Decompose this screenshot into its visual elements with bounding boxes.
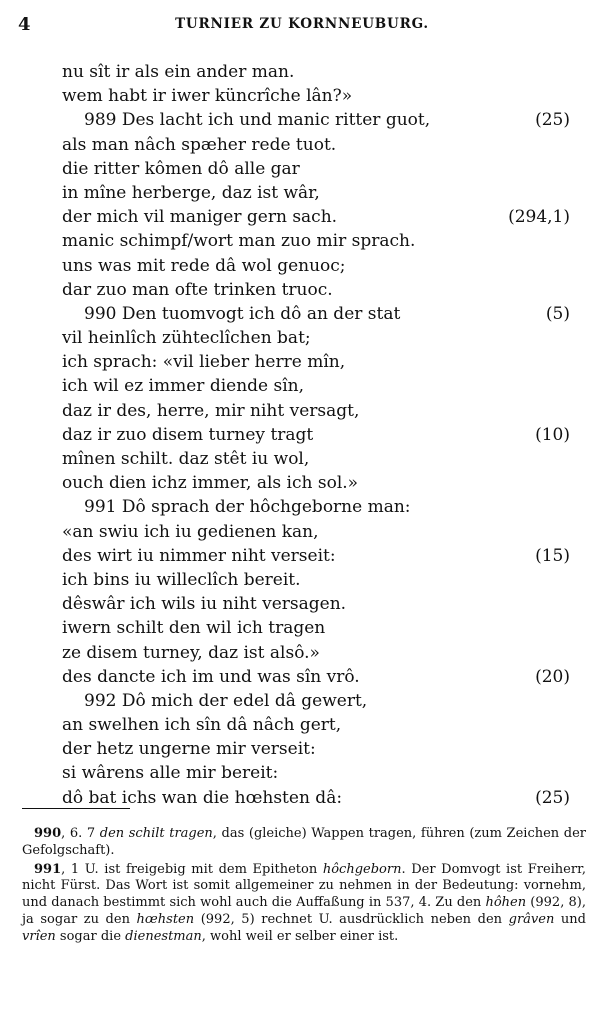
verse-line: [62, 181, 570, 205]
verse-line-text: die ritter kômen dô alle gar: [62, 158, 300, 179]
verse-line: [62, 544, 570, 568]
verse-line: [62, 665, 570, 689]
verse-line-text: 990 Den tuomvogt ich dô an der stat: [84, 303, 401, 324]
verse-line: [62, 737, 570, 761]
line-number: (20): [535, 666, 570, 687]
verse-line: [62, 133, 570, 157]
verse-line-text: 992 Dô mich der edel dâ gewert,: [84, 690, 368, 711]
footnote: [22, 826, 586, 860]
verse-line: [62, 616, 570, 640]
verse-line: [62, 471, 570, 495]
verse-line-text: wem habt ir iwer küncrîche lân?»: [62, 86, 353, 107]
verse-line: [62, 399, 570, 423]
footnote-term: hôchgeborn: [322, 861, 402, 877]
verse-line-text: an swelhen ich sîn dâ nâch gert,: [62, 715, 342, 736]
footnote-text: sogar die: [55, 928, 126, 944]
verse-line-text: ich wil ez immer diende sîn,: [62, 376, 305, 397]
footnote-term: hôhen: [485, 895, 527, 911]
page-number: 4: [18, 14, 31, 35]
line-number: (294,1): [508, 207, 570, 228]
verse-line: [62, 326, 570, 350]
verse-line-text: si wârens alle mir bereit:: [62, 763, 279, 784]
verse-line-text: dar zuo man ofte trinken truoc.: [62, 279, 333, 300]
verse-line-text: 989 Des lacht ich und manic ritter guot,: [84, 110, 431, 131]
footnote-text: , wohl weil er selber einer ist.: [201, 928, 399, 944]
verse-line-text: des dancte ich im und was sîn vrô.: [62, 666, 360, 687]
footnote-term: den schilt tragen: [99, 826, 213, 841]
footnote-term: hœhsten: [136, 911, 195, 927]
verse-line: [62, 374, 570, 398]
running-header: [18, 14, 586, 38]
verse-line: [62, 205, 570, 229]
verse-line-text: daz ir des, herre, mir niht versagt,: [62, 400, 360, 421]
footnote-text: (992, 8), ja sogar zu den: [22, 895, 586, 927]
verse-line: [62, 229, 570, 253]
verse-line-text: vil heinlîch zühteclîchen bat;: [62, 328, 311, 349]
verse-line-text: der mich vil maniger gern sach.: [62, 207, 338, 228]
verse-line: [62, 278, 570, 302]
verse-text: [62, 60, 570, 810]
verse-line: [62, 786, 570, 810]
verse-line-text: daz ir zuo disem turney tragt: [62, 424, 314, 445]
footnote-ref: 990: [34, 826, 62, 841]
footnote-term: dienestman: [125, 928, 202, 944]
verse-line: [62, 157, 570, 181]
verse-line: [62, 689, 570, 713]
verse-line-text: ich sprach: «vil lieber herre mîn,: [62, 352, 346, 373]
verse-line-text: uns was mit rede dâ wol genuoc;: [62, 255, 346, 276]
verse-line: [62, 254, 570, 278]
verse-line: [62, 350, 570, 374]
verse-line-text: iwern schilt den wil ich tragen: [62, 618, 326, 639]
verse-line: [62, 592, 570, 616]
verse-line: [62, 520, 570, 544]
footnote-text: (992, 5) rechnet U. ausdrücklich neben den: [194, 911, 509, 927]
verse-line-text: nu sît ir als ein ander man.: [62, 62, 295, 82]
footnote-term: grâven: [508, 911, 555, 927]
verse-line-text: in mîne herberge, daz ist wâr,: [62, 182, 320, 203]
verse-line: [62, 60, 570, 84]
verse-line-text: dô bat ichs wan die hœhsten dâ:: [62, 787, 343, 808]
verse-line: [62, 108, 570, 132]
verse-line: [62, 713, 570, 737]
footnote: [22, 862, 586, 946]
verse-line-text: als man nâch spæher rede tuot.: [62, 134, 337, 155]
footnote-ref: 991: [34, 861, 62, 877]
footnote-text: , 6. 7: [61, 826, 100, 841]
verse-line: [62, 423, 570, 447]
verse-line: [62, 761, 570, 785]
verse-line: [62, 302, 570, 326]
verse-line-text: der hetz ungerne mir verseit:: [62, 739, 316, 760]
verse-line-text: manic schimpf/wort man zuo mir sprach.: [62, 231, 416, 252]
footnotes: [22, 826, 586, 948]
verse-line: [62, 84, 570, 108]
line-number: (25): [535, 787, 570, 808]
verse-line-text: ze disem turney, daz ist alsô.»: [62, 642, 320, 663]
footnote-text: , das (gleiche) Wappen tragen, führen (zum Zeichen der Gefolgschaft).: [22, 826, 586, 858]
footnote-text: , 1 U. ist freigebig mit dem Epitheton: [61, 861, 323, 877]
running-title: TURNIER ZU KORNNEUBURG.: [175, 16, 429, 32]
verse-line: [62, 568, 570, 592]
verse-line-text: des wirt iu nimmer niht verseit:: [62, 545, 336, 566]
footnote-text: . Der Domvogt ist Freiherr, nicht Fürst. Das Wort ist somit allgemeiner zu nehmen in der Bedeutung: vornehm, und danach bestimmt sich wohl auch die Auffaßung in 537, 4. Zu den: [22, 861, 587, 911]
line-number: (15): [535, 545, 570, 566]
verse-line: [62, 447, 570, 471]
verse-line-text: ich bins iu willeclîch bereit.: [62, 569, 301, 590]
footnote-term: vrîen: [22, 928, 56, 944]
verse-line-text: mînen schilt. daz stêt iu wol,: [62, 449, 310, 469]
line-number: (5): [545, 303, 570, 324]
footnote-separator: [22, 808, 130, 809]
verse-line-text: ouch dien ichz immer, als ich sol.»: [62, 473, 359, 494]
verse-line-text: «an swiu ich iu gedienen kan,: [62, 521, 319, 542]
verse-line: [62, 495, 570, 519]
line-number: (10): [535, 424, 570, 445]
verse-line-text: dêswâr ich wils iu niht versagen.: [62, 594, 347, 615]
verse-line-text: 991 Dô sprach der hôchgeborne man:: [84, 497, 411, 518]
verse-line: [62, 641, 570, 665]
line-number: (25): [535, 110, 570, 131]
footnote-text: und: [554, 911, 586, 927]
